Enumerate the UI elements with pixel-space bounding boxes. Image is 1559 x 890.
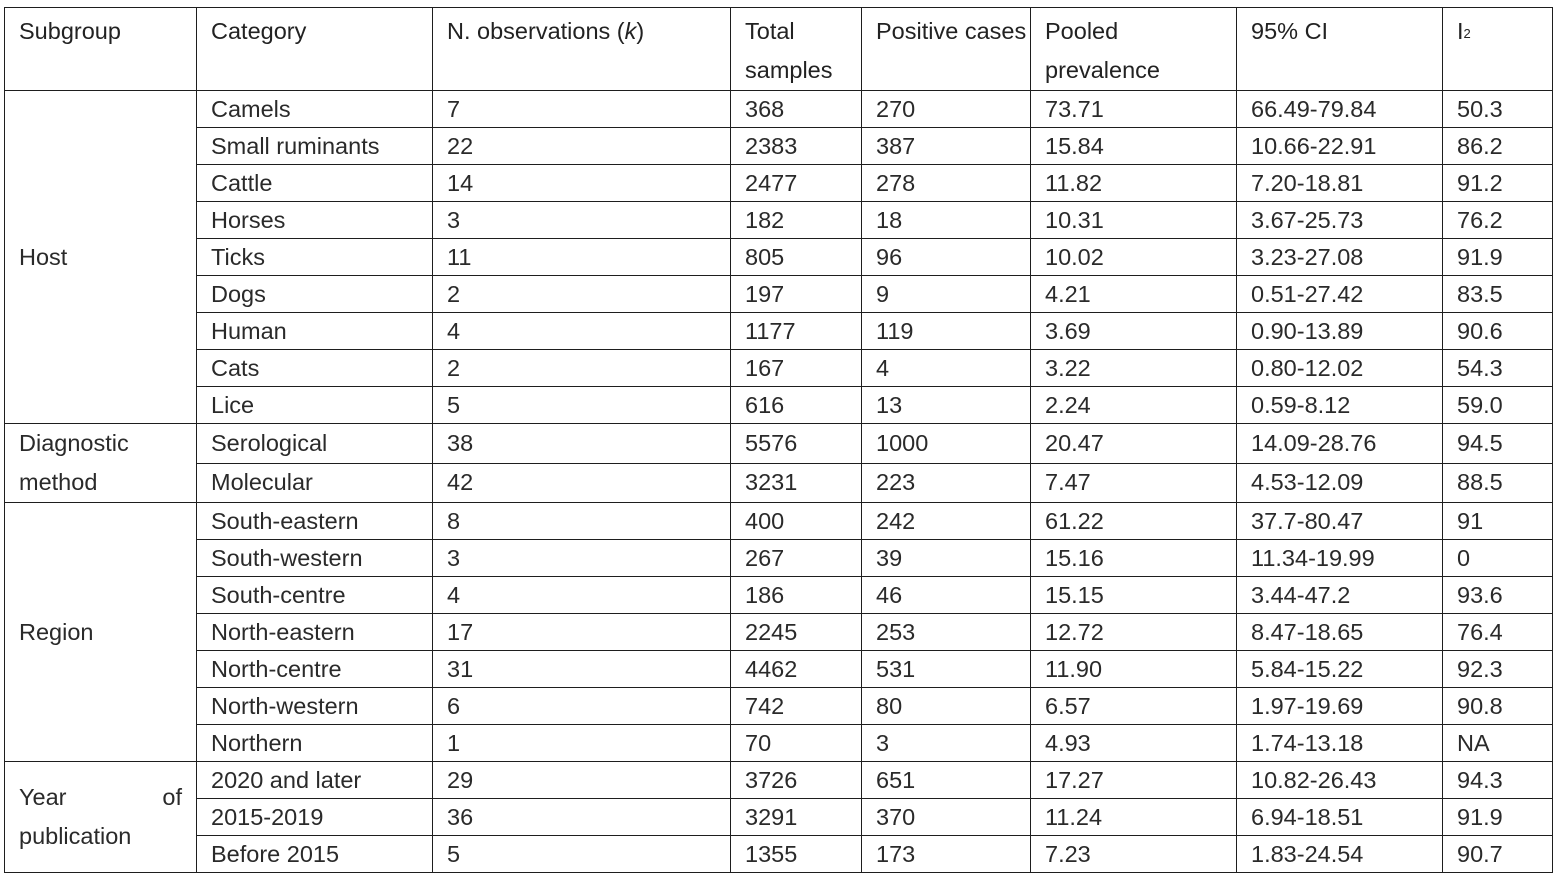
cell-i2: 88.5 [1443,463,1553,503]
cell-total-samples: 186 [731,577,862,614]
cell-category: Camels [197,91,433,128]
table-row [5,540,1553,577]
cell-subgroup: Region [5,503,197,762]
header-i2 [1443,8,1553,91]
cell-subgroup [5,762,197,873]
cell-ci: 5.84-15.22 [1237,651,1443,688]
cell-n-observations: 5 [433,387,731,424]
cell-positive-cases: 13 [862,387,1031,424]
table-row [5,313,1553,350]
cell-category: 2015-2019 [197,799,433,836]
cell-pooled-prevalence: 15.16 [1031,540,1237,577]
cell-total-samples: 1355 [731,836,862,873]
cell-total-samples: 2245 [731,614,862,651]
cell-ci: 3.44-47.2 [1237,577,1443,614]
cell-positive-cases: 223 [862,463,1031,503]
cell-i2: 91.9 [1443,799,1553,836]
cell-subgroup: Host [5,91,197,424]
cell-total-samples: 805 [731,239,862,276]
cell-pooled-prevalence: 7.47 [1031,463,1237,503]
cell-i2: 76.4 [1443,614,1553,651]
cell-total-samples: 3291 [731,799,862,836]
cell-ci: 3.67-25.73 [1237,202,1443,239]
cell-ci: 66.49-79.84 [1237,91,1443,128]
cell-ci: 11.34-19.99 [1237,540,1443,577]
cell-pooled-prevalence: 6.57 [1031,688,1237,725]
header-n-observations [433,8,731,91]
header-ci: 95% CI [1237,8,1443,91]
cell-category: North-centre [197,651,433,688]
subgroup-word: of [162,784,182,810]
cell-pooled-prevalence: 20.47 [1031,424,1237,464]
cell-positive-cases: 531 [862,651,1031,688]
cell-ci: 0.59-8.12 [1237,387,1443,424]
cell-i2: 91.9 [1443,239,1553,276]
cell-pooled-prevalence: 11.82 [1031,165,1237,202]
cell-total-samples: 267 [731,540,862,577]
cell-ci: 1.74-13.18 [1237,725,1443,762]
cell-category: Human [197,313,433,350]
table-row [5,387,1553,424]
cell-i2: 50.3 [1443,91,1553,128]
subgroup-word: Year [19,784,67,810]
cell-positive-cases: 3 [862,725,1031,762]
header-i2-sup: 2 [1463,26,1471,41]
cell-pooled-prevalence: 3.69 [1031,313,1237,350]
table-row [5,725,1553,762]
cell-subgroup: Diagnostic method [5,424,197,503]
cell-total-samples: 182 [731,202,862,239]
cell-n-observations: 38 [433,424,731,464]
cell-total-samples: 368 [731,91,862,128]
cell-i2: 90.6 [1443,313,1553,350]
cell-positive-cases: 119 [862,313,1031,350]
cell-total-samples: 167 [731,350,862,387]
cell-positive-cases: 173 [862,836,1031,873]
cell-i2: 0 [1443,540,1553,577]
cell-i2: 86.2 [1443,128,1553,165]
cell-positive-cases: 651 [862,762,1031,799]
cell-pooled-prevalence: 4.21 [1031,276,1237,313]
cell-positive-cases: 39 [862,540,1031,577]
cell-i2: 92.3 [1443,651,1553,688]
cell-i2: 76.2 [1443,202,1553,239]
cell-category: South-western [197,540,433,577]
cell-n-observations: 31 [433,651,731,688]
cell-n-observations: 7 [433,91,731,128]
cell-ci: 4.53-12.09 [1237,463,1443,503]
cell-pooled-prevalence: 73.71 [1031,91,1237,128]
cell-category: Northern [197,725,433,762]
cell-n-observations: 11 [433,239,731,276]
cell-pooled-prevalence: 15.84 [1031,128,1237,165]
cell-total-samples: 2383 [731,128,862,165]
cell-total-samples: 5576 [731,424,862,464]
cell-n-observations: 29 [433,762,731,799]
cell-ci: 1.97-19.69 [1237,688,1443,725]
cell-category: Before 2015 [197,836,433,873]
cell-n-observations: 17 [433,614,731,651]
table-header [5,8,1553,91]
cell-pooled-prevalence: 10.31 [1031,202,1237,239]
cell-positive-cases: 242 [862,503,1031,540]
table-row [5,762,1553,799]
cell-category: Dogs [197,276,433,313]
cell-total-samples: 197 [731,276,862,313]
cell-n-observations: 36 [433,799,731,836]
cell-n-observations: 3 [433,202,731,239]
cell-n-observations: 5 [433,836,731,873]
cell-positive-cases: 387 [862,128,1031,165]
cell-pooled-prevalence: 10.02 [1031,239,1237,276]
cell-positive-cases: 270 [862,91,1031,128]
table-row [5,165,1553,202]
header-n-observations-prefix: N. observations ( [447,18,625,44]
cell-n-observations: 14 [433,165,731,202]
cell-n-observations: 4 [433,577,731,614]
cell-i2: 93.6 [1443,577,1553,614]
cell-positive-cases: 278 [862,165,1031,202]
cell-total-samples: 742 [731,688,862,725]
cell-category: 2020 and later [197,762,433,799]
cell-n-observations: 8 [433,503,731,540]
cell-ci: 3.23-27.08 [1237,239,1443,276]
cell-positive-cases: 9 [862,276,1031,313]
cell-positive-cases: 253 [862,614,1031,651]
cell-pooled-prevalence: 11.90 [1031,651,1237,688]
cell-i2: 59.0 [1443,387,1553,424]
cell-pooled-prevalence: 2.24 [1031,387,1237,424]
cell-pooled-prevalence: 11.24 [1031,799,1237,836]
cell-ci: 37.7-80.47 [1237,503,1443,540]
cell-ci: 0.51-27.42 [1237,276,1443,313]
table-row [5,239,1553,276]
cell-category: Ticks [197,239,433,276]
cell-category: North-western [197,688,433,725]
cell-ci: 10.66-22.91 [1237,128,1443,165]
prevalence-table [4,7,1553,873]
cell-positive-cases: 46 [862,577,1031,614]
cell-pooled-prevalence: 3.22 [1031,350,1237,387]
cell-pooled-prevalence: 15.15 [1031,577,1237,614]
cell-i2: 83.5 [1443,276,1553,313]
cell-category: Molecular [197,463,433,503]
table-row [5,799,1553,836]
cell-n-observations: 4 [433,313,731,350]
subgroup-line-1 [19,778,196,817]
cell-category: North-eastern [197,614,433,651]
cell-total-samples: 70 [731,725,862,762]
cell-pooled-prevalence: 12.72 [1031,614,1237,651]
cell-positive-cases: 80 [862,688,1031,725]
cell-category: Serological [197,424,433,464]
cell-ci: 10.82-26.43 [1237,762,1443,799]
header-category: Category [197,8,433,91]
header-pooled-prevalence: Pooled prevalence [1031,8,1237,91]
cell-total-samples: 3726 [731,762,862,799]
cell-i2: 94.5 [1443,424,1553,464]
table-row [5,350,1553,387]
cell-ci: 8.47-18.65 [1237,614,1443,651]
table-row [5,202,1553,239]
cell-total-samples: 616 [731,387,862,424]
cell-pooled-prevalence: 4.93 [1031,725,1237,762]
cell-i2: 94.3 [1443,762,1553,799]
cell-i2: 90.7 [1443,836,1553,873]
cell-category: Cats [197,350,433,387]
header-n-observations-k: k [624,18,637,44]
cell-positive-cases: 96 [862,239,1031,276]
cell-total-samples: 4462 [731,651,862,688]
cell-category: Cattle [197,165,433,202]
cell-total-samples: 3231 [731,463,862,503]
cell-n-observations: 6 [433,688,731,725]
cell-n-observations: 1 [433,725,731,762]
cell-pooled-prevalence: 7.23 [1031,836,1237,873]
table-row [5,91,1553,128]
cell-i2: 91 [1443,503,1553,540]
header-i2-base: I [1457,18,1464,44]
cell-i2: 91.2 [1443,165,1553,202]
cell-ci: 0.90-13.89 [1237,313,1443,350]
cell-n-observations: 22 [433,128,731,165]
cell-ci: 14.09-28.76 [1237,424,1443,464]
cell-pooled-prevalence: 61.22 [1031,503,1237,540]
cell-n-observations: 3 [433,540,731,577]
table-row [5,276,1553,313]
cell-n-observations: 2 [433,276,731,313]
cell-i2: 90.8 [1443,688,1553,725]
table-body [5,91,1553,873]
table-row [5,836,1553,873]
cell-positive-cases: 1000 [862,424,1031,464]
header-subgroup: Subgroup [5,8,197,91]
cell-ci: 6.94-18.51 [1237,799,1443,836]
table-row [5,651,1553,688]
header-row [5,8,1553,91]
table-row [5,503,1553,540]
cell-total-samples: 2477 [731,165,862,202]
cell-category: Lice [197,387,433,424]
cell-positive-cases: 370 [862,799,1031,836]
table-row [5,577,1553,614]
cell-n-observations: 2 [433,350,731,387]
cell-category: Horses [197,202,433,239]
cell-category: South-eastern [197,503,433,540]
header-positive-cases: Positive cases [862,8,1031,91]
cell-positive-cases: 18 [862,202,1031,239]
cell-ci: 7.20-18.81 [1237,165,1443,202]
header-n-observations-suffix: ) [636,18,645,44]
table-row [5,463,1553,503]
cell-positive-cases: 4 [862,350,1031,387]
subgroup-line-2: publication [19,823,132,849]
cell-pooled-prevalence: 17.27 [1031,762,1237,799]
table-row [5,614,1553,651]
cell-category: South-centre [197,577,433,614]
cell-n-observations: 42 [433,463,731,503]
table-row [5,424,1553,464]
cell-i2: 54.3 [1443,350,1553,387]
table-row [5,128,1553,165]
header-total-samples: Total samples [731,8,862,91]
cell-i2: NA [1443,725,1553,762]
cell-category: Small ruminants [197,128,433,165]
cell-total-samples: 1177 [731,313,862,350]
cell-ci: 0.80-12.02 [1237,350,1443,387]
cell-ci: 1.83-24.54 [1237,836,1443,873]
table-row [5,688,1553,725]
cell-total-samples: 400 [731,503,862,540]
